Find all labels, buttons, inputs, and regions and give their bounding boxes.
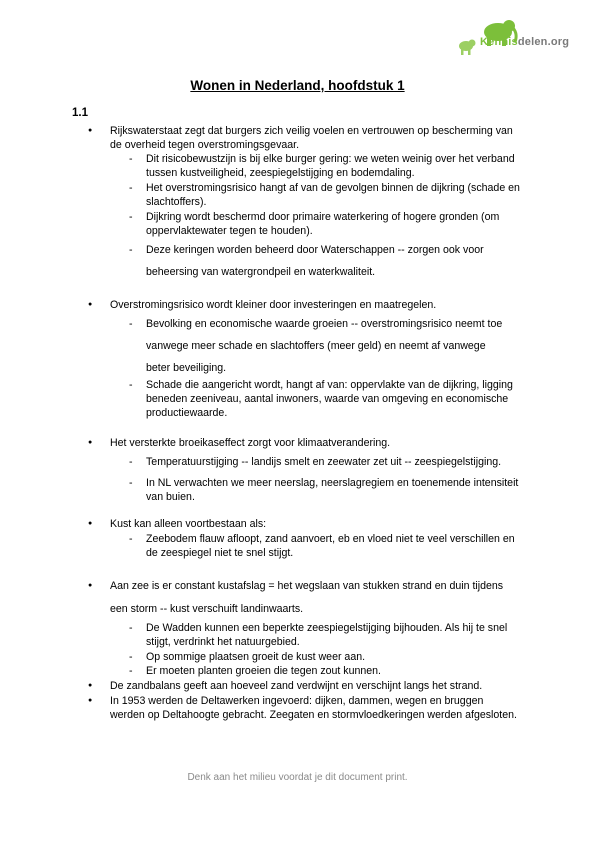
page-title: Wonen in Nederland, hoofdstuk 1 [190, 78, 405, 93]
list-item: ● In 1953 werden de Deltawerken ingevoerd: dijken, dammen, wegen en bruggen werden op Deltahoogte gebracht. Zeegaten en stormvloedkeringen werden afgesloten. [110, 694, 520, 722]
sub-list-item: - Bevolking en economische waarde groeien -- overstromingsrisico neemt toe [146, 317, 522, 331]
footer-note: Denk aan het milieu voordat je dit document print. [187, 772, 408, 783]
list-item: ● Het versterkte broeikaseffect zorgt voor klimaatverandering. [110, 436, 520, 450]
logo-brand: Kennis [480, 36, 518, 48]
sub-list-item-continuation: beter beveiliging. [146, 362, 227, 374]
list-item-continuation: een storm -- kust verschuift landinwaarts. [110, 603, 304, 615]
sub-list-item: - Zeebodem flauw afloopt, zand aanvoert, eb en vloed niet te veel verschillen en de zeespiegel niet te snel stijgt. [146, 532, 522, 560]
logo-wordmark [480, 36, 569, 48]
sub-list-item: - Temperatuurstijging -- landijs smelt en zeewater zet uit -- zeespiegelstijging. [146, 455, 522, 469]
sub-list-item: - Op sommige plaatsen groeit de kust weer aan. [146, 650, 522, 664]
sub-list-item: - In NL verwachten we meer neerslag, neerslagregiem en toenemende intensiteit van buien. [146, 476, 522, 504]
sub-list-item: - Dit risicobewustzijn is bij elke burger gering: we weten weinig over het verband tussen kustveiligheid, zeespiegelstijging en bodemdaling. [146, 152, 522, 180]
list-item: ● De zandbalans geeft aan hoeveel zand verdwijnt en verschijnt langs het strand. [110, 679, 520, 693]
list-item: ● Rijkswaterstaat zegt dat burgers zich veilig voelen en vertrouwen op bescherming van de overheid tegen overstromingsgevaar. [110, 124, 520, 152]
sub-list-item: - Deze keringen worden beheerd door Waterschappen -- zorgen ook voor [146, 243, 522, 257]
list-item: ● Kust kan alleen voortbestaan als: [110, 517, 520, 531]
section-number: 1.1 [72, 107, 88, 119]
sub-list-item: - Dijkring wordt beschermd door primaire waterkering of hogere gronden (om oppervlaktewater tegen te houden). [146, 210, 522, 238]
sub-list-item: - Schade die aangericht wordt, hangt af van: oppervlakte van de dijkring, ligging beneden zeeniveau, aantal inwoners, waarde van omgeving en economische productiewaarde. [146, 378, 522, 420]
sub-list-item-continuation: beheersing van watergrondpeil en waterkwaliteit. [146, 266, 376, 278]
sub-list-item: - De Wadden kunnen een beperkte zeespiegelstijging bijhouden. Als hij te snel stijgt, verdrinkt het natuurgebied. [146, 621, 522, 649]
sub-list-item: - Het overstromingsrisico hangt af van de gevolgen binnen de dijkring (schade en slachtoffers). [146, 181, 522, 209]
list-item: ● Aan zee is er constant kustafslag = het wegslaan van stukken strand en duin tijdens [110, 579, 520, 593]
kennisdelen-logo [456, 14, 576, 62]
list-item: ● Overstromingsrisico wordt kleiner door investeringen en maatregelen. [110, 298, 520, 312]
sub-list-item: - Er moeten planten groeien die tegen zout kunnen. [146, 664, 522, 678]
sub-list-item-continuation: vanwege meer schade en slachtoffers (meer geld) en neemt af vanwege [146, 340, 486, 352]
logo-domain: delen.org [517, 36, 570, 48]
